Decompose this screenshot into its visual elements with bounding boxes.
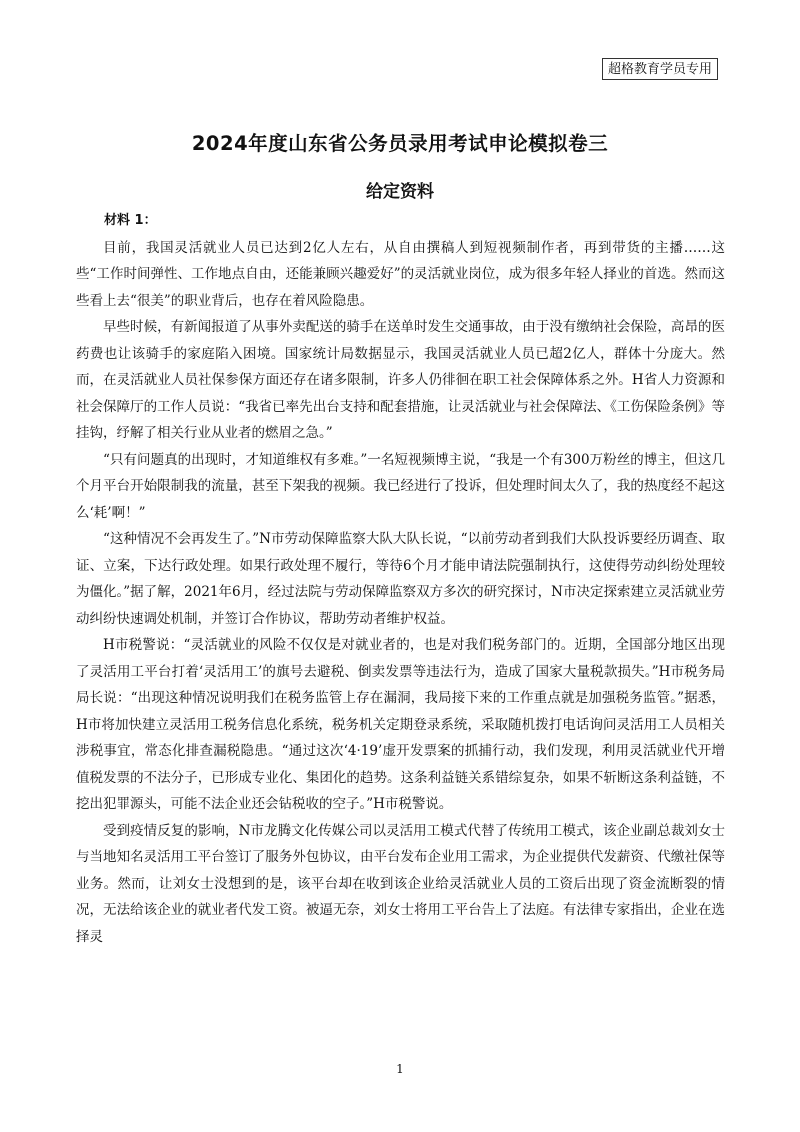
paragraph-5: H市税警说：“灵活就业的风险不仅仅是对就业者的，也是对我们税务部门的。近期，全国部分地区出现了灵活用工平台打着‘灵活用工’的旗号去避税、倒卖发票等违法行为，造成了国家大量税款损失。”H市税务局局长说：“出现这种情况说明我们在税务监管上存在漏洞，我局接下来的工作重点就是加强税务监管。”据悉，H市将加快建立灵活用工税务信息化系统，税务机关定期登录系统，采取随机拨打电话询问灵活用工人员相关涉税事宜，常态化排查漏税隐患。“通过这次‘4·19’虚开发票案的抓捕行动，我们发现，利用灵活就业代开增值税发票的不法分子，已形成专业化、集团化的趋势。这条利益链关系错综复杂，如果不斩断这条利益链，不挖出犯罪源头，可能不法企业还会钻税收的空子。”H市税警说。	[76, 637, 725, 812]
paragraph-4: “这种情况不会再发生了。”N市劳动保障监察大队大队长说，“以前劳动者到我们大队投诉要经历调查、取证、立案，下达行政处理。如果行政处理不履行，等待6个月才能申请法院强制执行，这使得劳动纠纷处理较为僵化。”据了解，2021年6月，经过法院与劳动保障监察双方多次的研究探讨，N市决定探索建立灵活就业劳动纠纷快速调处机制，并签订合作协议，帮助劳动者维护权益。	[76, 531, 725, 627]
paragraph-3: “只有问题真的出现时，才知道维权有多难。”一名短视频博主说，“我是一个有300万粉丝的博主，但这几个月平台开始限制我的流量，甚至下架我的视频。我已经进行了投诉，但处理时间太久了，我的热度经不起这么‘耗’啊！”	[76, 451, 725, 521]
material-label: 材料 1：	[104, 213, 157, 228]
page-title: 2024年度山东省公务员录用考试申论模拟卷三	[191, 132, 609, 155]
exclusive-use-stamp: 超格教育学员专用	[602, 58, 718, 80]
page-number: 1	[396, 1062, 404, 1076]
section-subtitle: 给定资料	[366, 182, 434, 202]
paragraph-6: 受到疫情反复的影响，N市龙腾文化传媒公司以灵活用工模式代替了传统用工模式，该企业副总裁刘女士与当地知名灵活用工平台签订了服务外包协议，由平台发布企业用工需求，为企业提供代发薪资、代缴社保等业务。然而，让刘女士没想到的是，该平台却在收到该企业给灵活就业人员的工资后出现了资金流断裂的情况，无法给该企业的就业者代发工资。被逼无奈，刘女士将用工平台告上了法庭。有法律专家指出，企业在选择灵	[76, 822, 725, 945]
paragraph-2: 早些时候，有新闻报道了从事外卖配送的骑手在送单时发生交通事故，由于没有缴纳社会保险，高昂的医药费也让该骑手的家庭陷入困境。国家统计局数据显示，我国灵活就业人员已超2亿人，群体十分庞大。然而，在灵活就业人员社保参保方面还存在诸多限制，许多人仍徘徊在职工社会保障体系之外。H省人力资源和社会保障厅的工作人员说：“我省已率先出台支持和配套措施，让灵活就业与社会保障法、《工伤保险条例》等挂钩，纾解了相关行业从业者的燃眉之急。”	[76, 319, 725, 441]
document-body	[76, 208, 725, 950]
paragraph-1: 目前，我国灵活就业人员已达到2亿人左右，从自由撰稿人到短视频制作者，再到带货的主播……这些“工作时间弹性、工作地点自由，还能兼顾兴趣爱好”的灵活就业岗位，成为很多年轻人择业的首选。然而这些看上去“很美”的职业背后，也存在着风险隐患。	[76, 239, 725, 309]
